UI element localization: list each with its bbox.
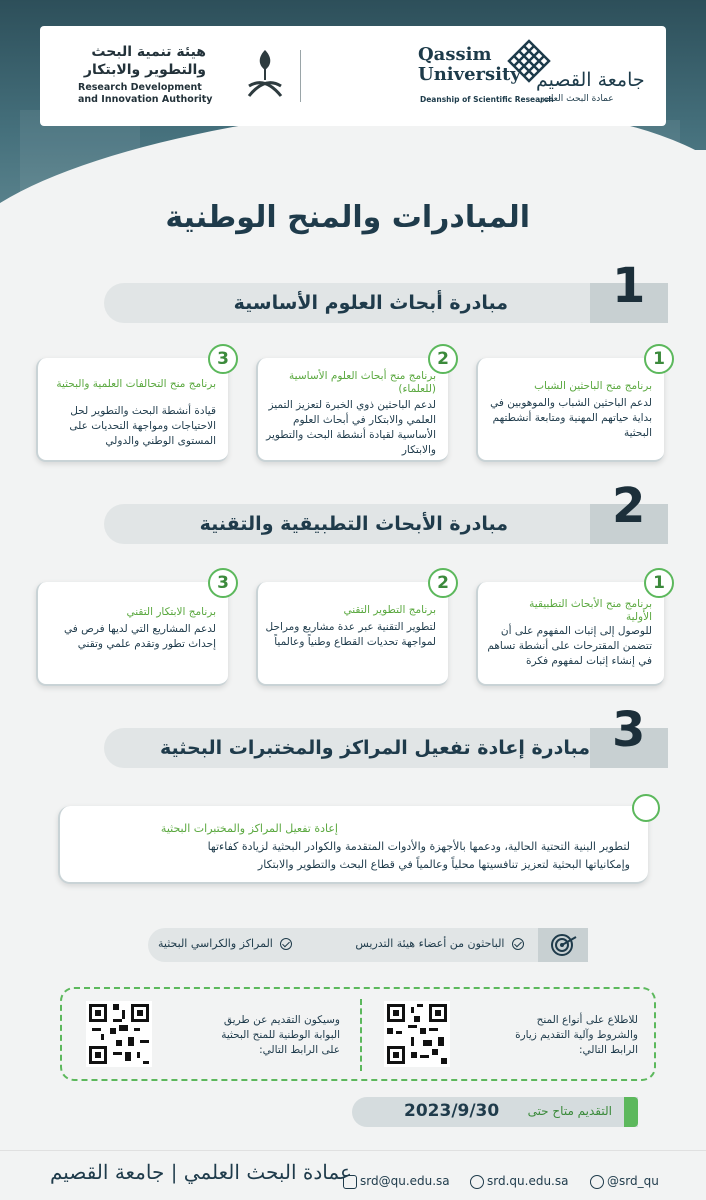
qr-code-grants-info[interactable]: [384, 1001, 450, 1067]
program-card: [36, 573, 229, 686]
card-title: برنامج التطوير التقني: [343, 604, 436, 616]
footer-logo: عمادة البحث العلمي | جامعة القصيم: [50, 1160, 352, 1184]
program-card: [256, 349, 449, 462]
page-title: المبادرات والمنح الوطنية: [165, 200, 530, 235]
card-title: برنامج منح أبحاث العلوم الأساسية (للعلماء): [289, 370, 436, 395]
card-number-badge: 2: [428, 568, 458, 598]
target-tab: [538, 928, 588, 962]
qr-code-grants-portal[interactable]: [86, 1001, 152, 1067]
card-number-badge: 3: [208, 568, 238, 598]
website-text: srd.qu.edu.sa: [487, 1174, 569, 1188]
logo-separator: [300, 50, 301, 102]
card-title: برنامج منح الأبحاث التطبيقية الأولية: [529, 598, 652, 623]
qu-ar-deanship: عمادة البحث العلمي: [538, 94, 614, 104]
target-item-label: الباحثون من أعضاء هيئة التدريس: [355, 937, 505, 950]
deadline-date: 2023/9/30: [404, 1101, 500, 1121]
apply-right-line2: والشروط وآلية التقديم زيارة: [515, 1029, 638, 1041]
card-title: برنامج منح التحالفات العلمية والبحثية: [56, 378, 216, 390]
section-title: مبادرة إعادة تفعيل المراكز والمختبرات البحثية: [159, 737, 590, 759]
footer-divider: [0, 1150, 706, 1151]
qr-code-icon: [384, 1001, 450, 1067]
apply-right-line1: للاطلاع على أنواع المنح: [536, 1014, 638, 1026]
card-body: لدعم الباحثين ذوي الخبرة لتعزيز التميز العلمي والابتكار في أبحاث العلوم الأساسية لقيادة أنشطة البحث والتطوير والابتكار: [266, 399, 436, 456]
saudi-emblem-icon: [245, 46, 285, 104]
globe-icon: [470, 1175, 484, 1189]
card-title: برنامج الابتكار التقني: [126, 606, 216, 618]
card-badge: [632, 794, 660, 822]
rdia-ar-line2: والتطوير والابتكار: [83, 62, 206, 78]
card-body: للوصول إلى إثبات المفهوم على أن تتضمن المقترحات على أنشطة تساهم في إنشاء إثبات لمفهوم فكرة: [487, 625, 652, 667]
apply-right-line3: الرابط التالي:: [578, 1044, 638, 1056]
apply-info-box: [60, 987, 656, 1081]
section-number: 3: [612, 702, 646, 758]
apply-left-line3: على الرابط التالي:: [259, 1044, 340, 1056]
deadline-bar: [352, 1097, 638, 1127]
qu-en-deanship: Deanship of Scientific Research: [420, 95, 554, 104]
qassim-university-logo: [412, 36, 662, 116]
card-number-badge: 3: [208, 344, 238, 374]
twitter-text: @srd_qu: [607, 1174, 659, 1188]
check-circle-icon: [280, 938, 292, 950]
qr-code-icon: [86, 1001, 152, 1067]
apply-left-line1: وسيكون التقديم عن طريق: [223, 1014, 340, 1026]
card-body-line1: لتطوير البنية التحتية الحالية، ودعمها بالأجهزة والأدوات المتقدمة والكوادر البحثية لزيادة كفاءتها: [207, 840, 630, 853]
email-text: srd@qu.edu.sa: [360, 1174, 450, 1188]
qu-ar-name: جامعة القصيم: [536, 69, 645, 91]
email-icon: [343, 1175, 357, 1189]
card-number-badge: 1: [644, 568, 674, 598]
rdia-en-line1: Research Development: [78, 82, 202, 93]
card-title: إعادة تفعيل المراكز والمختبرات البحثية: [160, 822, 338, 835]
card-number-badge: 1: [644, 344, 674, 374]
program-card: [476, 573, 665, 686]
target-item-centers: [158, 937, 292, 950]
card-number-badge: 2: [428, 344, 458, 374]
deadline-label: التقديم متاح حتى: [527, 1104, 612, 1118]
section-number: 1: [612, 258, 646, 314]
dashed-divider: [360, 999, 362, 1071]
footer-twitter[interactable]: [590, 1174, 659, 1189]
target-icon: [548, 933, 578, 957]
check-circle-icon: [512, 938, 524, 950]
rdia-en-line2: and Innovation Authority: [78, 94, 213, 105]
section-title: مبادرة أبحاث العلوم الأساسية: [233, 292, 508, 314]
program-card-wide: [58, 806, 648, 884]
qu-en-line1: Qassim: [418, 44, 492, 65]
qu-en-line2: University: [418, 64, 521, 85]
card-body: لدعم الباحثين الشباب والموهوبين في بداية حياتهم المهنية ومتابعة أنشطتهم البحثية: [490, 397, 652, 439]
card-body: لتطوير التقنية عبر عدة مشاريع ومراحل لمواجهة تحديات القطاع وطنياً وعالمياً: [265, 621, 436, 648]
card-body: لدعم المشاريع التي لديها فرص في إحداث تطور وتقدم علمي وتقني: [64, 623, 216, 650]
apply-right-text: [515, 1013, 638, 1058]
apply-left-line2: البوابة الوطنية للمنح البحثية: [221, 1029, 340, 1041]
card-body: قيادة أنشطة البحث والتطوير لحل الاحتياجات ومواجهة التحديات على المستوى الوطني والدولي: [69, 405, 216, 447]
program-card: [476, 349, 665, 462]
target-item-label: المراكز والكراسي البحثية: [158, 937, 273, 950]
twitter-icon: [590, 1175, 604, 1189]
footer-email[interactable]: [343, 1174, 450, 1189]
section-title: مبادرة الأبحاث التطبيقية والتقنية: [199, 513, 508, 535]
card-body-line2: وإمكانياتها البحثية لتعزيز تنافسيتها محلياً وعالمياً في قطاع البحث والتطوير والابتكار: [257, 858, 630, 871]
card-title: برنامج منح الباحثين الشباب: [534, 380, 652, 392]
section-number: 2: [612, 478, 646, 534]
apply-left-text: [221, 1013, 340, 1058]
program-card: [256, 573, 449, 686]
target-audience-bar: [148, 928, 588, 962]
footer-website[interactable]: [470, 1174, 568, 1189]
rdia-ar-line1: هيئة تنمية البحث: [91, 44, 206, 60]
deadline-accent: [624, 1097, 638, 1127]
program-card: [36, 349, 229, 462]
target-item-faculty: [355, 937, 524, 950]
